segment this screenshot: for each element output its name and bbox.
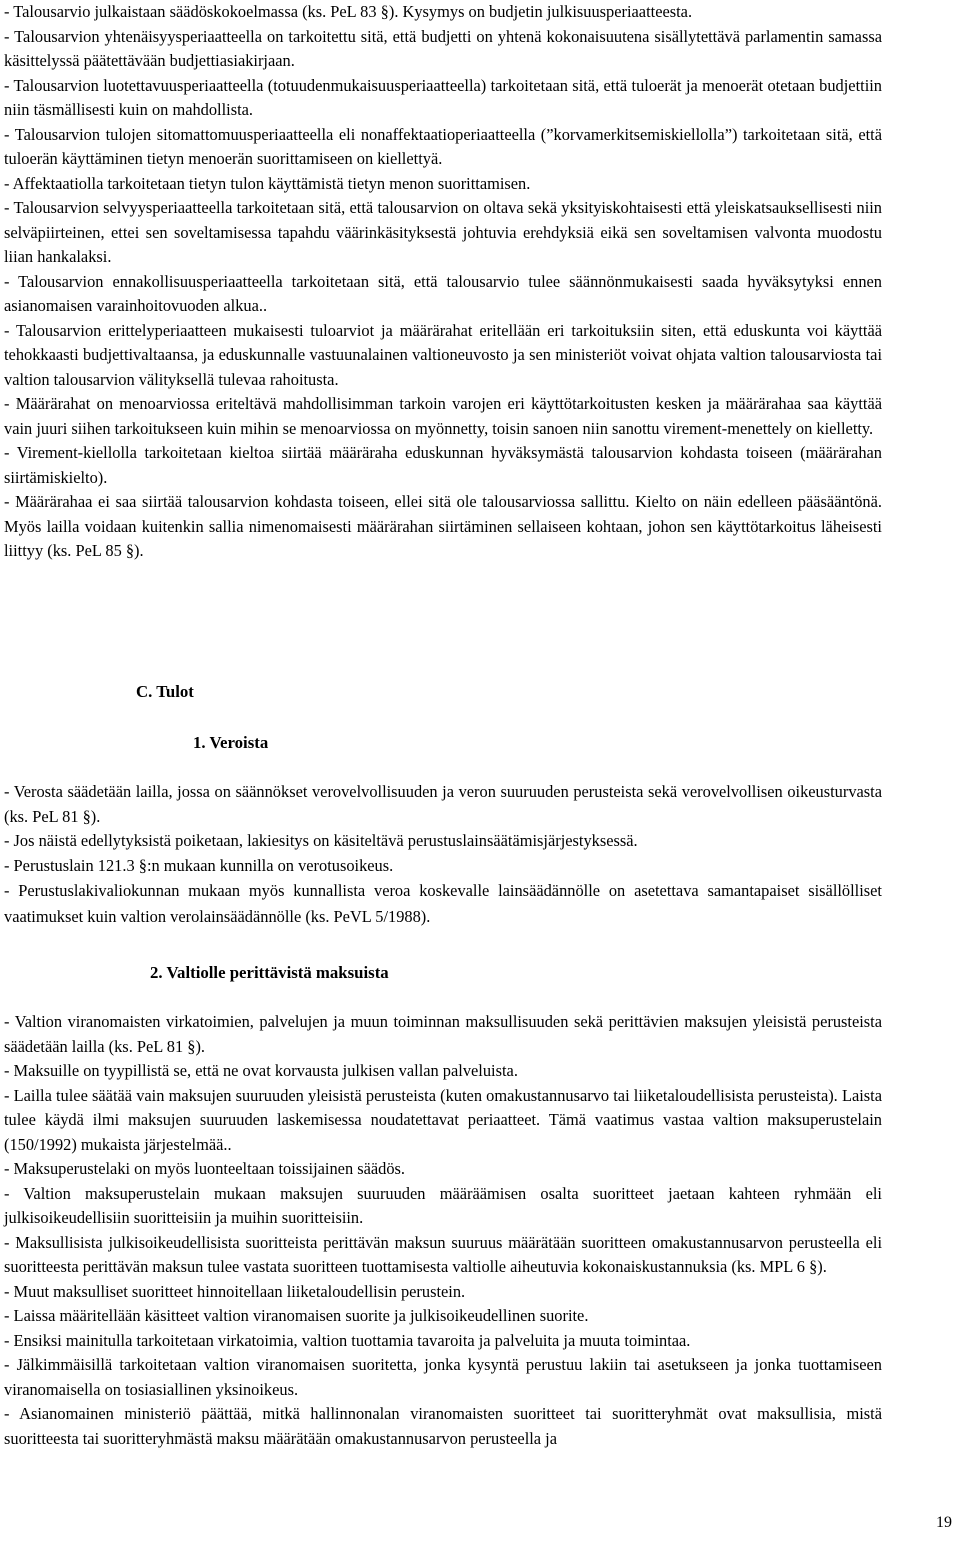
paragraph: - Ensiksi mainitulla tarkoitetaan virkatoimia, valtion tuottamia tavaroita ja palveluita ja muuta toimintaa. — [4, 1330, 691, 1350]
paragraph: - Maksuperustelaki on myös luonteeltaan toissijainen säädös. — [4, 1159, 406, 1178]
paragraph: - Valtion maksuperustelain mukaan maksujen suuruuden määräämisen osalta suoritteet jaetaan kahteen ryhmään eli julkisoikeudellisiin suoritteisiin ja muihin suoritteisiin. — [4, 1183, 882, 1227]
paragraph: - Talousarvion tulojen sitomattomuusperiaatteella eli nonaffektaatioperiaatteella (”korvamerkitsemiskiellolla”) tarkoitetaan sitä, että tuloerän käyttäminen tietyn menoerän suorittamiseen on kiellettyä. — [4, 124, 882, 168]
paragraph: - Talousarvion ennakollisuusperiaatteella tarkoitetaan sitä, että talousarvio tulee säännönmukaisesti saada hyväksytyksi ennen asianomaisen varainhoitovuoden alkua.. — [4, 271, 882, 315]
paragraph: - Maksuille on tyypillistä se, että ne ovat korvausta julkisen vallan palveluista. — [4, 1061, 518, 1080]
paragraph: - Talousarvio julkaistaan säädöskokoelmassa (ks. PeL 83 §). Kysymys on budjetin julkisuusperiaatteesta. — [4, 2, 693, 21]
subsection-2-heading-wrap — [150, 961, 650, 986]
budget-principles-section — [4, 0, 882, 564]
paragraph: - Virement-kiellolla tarkoitetaan kieltoa siirtää määräraha eduskunnan hyväksymästä talousarvion kohdasta toiseen (määrärahan siirtämiskielto). — [4, 443, 882, 487]
paragraph: - Muut maksulliset suoritteet hinnoitellaan liiketaloudellisin perustein. — [4, 1281, 466, 1301]
paragraph: - Talousarvion selvyysperiaatteella tarkoitetaan sitä, että talousarvion on oltava sekä yksityiskohtaisesti että yleiskatsauksellisesti niin selväpiirteinen, ettei sen soveltamisessa tapahdu väärinkäsityksestä johtuvia erehdyksiä eikä sen soveltamisen valvonta muodostu liian hankalaksi. — [4, 198, 882, 266]
subsection-heading: 1. Veroista — [193, 733, 269, 752]
paragraph: - Maksullisista julkisoikeudellisista suoritteista perittävän maksun suuruus määrätään suoritteen omakustannusarvon perusteella eli suoritteesta perittävän maksun tulee vastata suoritteen tuottamisesta valtiolle aiheutuvia kokonaiskustannuksia (ks. MPL 6 §). — [4, 1232, 882, 1276]
paragraph: - Lailla tulee säätää vain maksujen suuruuden yleisistä perusteista (kuten omakustannusarvo tai liiketaloudellisista perusteista). Laista tulee käydä ilmi maksujen suuruuden laskemisessa noudatettavat periaatteet. Tämä vaatimus vastaa valtion maksuperustelain (150/1992) mukaista järjestelmää.. — [4, 1085, 882, 1154]
paragraph: - Talousarvion yhtenäisyysperiaatteella on tarkoitettu sitä, että budjetti on yhtenä kokonaisuutena sisällytettävä parlamentin samassa käsittelyssä päätettävään budjettiasiakirjaan. — [4, 26, 882, 70]
page-number: 19 — [936, 1514, 952, 1531]
paragraph: - Laissa määritellään käsitteet valtion viranomaisen suorite ja julkisoikeudellinen suorite. — [4, 1306, 589, 1325]
paragraph: - Talousarvion erittelyperiaatteen mukaisesti tuloarviot ja määrärahat eritellään eri tarkoituksiin siten, että eduskunta voi käyttää tehokkaasti budjettivaltaansa, ja eduskunnalle vastuunalainen valtioneuvosto ja sen ministeriöt voivat ohjata valtion talousarviosta tai valtion talousarvion välityksellä tulevaa rahoitusta. — [4, 320, 882, 389]
subsection-1-heading-wrap — [193, 731, 593, 756]
paragraph: - Perustuslakivaliokunnan mukaan myös kunnallista veroa koskevalle lainsäädännölle on asetettava samantapaiset sisällölliset vaatimukset kuin valtion verolainsäädännölle (ks. PeVL 5/1988). — [4, 881, 882, 926]
taxes-section — [4, 780, 882, 930]
paragraph: - Jos näistä edellytyksistä poiketaan, lakiesitys on käsiteltävä perustuslainsäätämisjärjestyksessä. — [4, 831, 638, 850]
paragraph: - Valtion viranomaisten virkatoimien, palvelujen ja muun toiminnan maksullisuuden sekä perittävien maksujen yleisistä perusteista säädetään lailla (ks. PeL 81 §). — [4, 1012, 882, 1056]
fees-section — [4, 1010, 882, 1451]
paragraph: - Verosta säädetään lailla, jossa on säännökset verovelvollisuuden ja veron suuruuden perusteista sekä verovelvollisen oikeusturvasta (ks. PeL 81 §). — [4, 782, 882, 826]
paragraph: - Affektaatiolla tarkoitetaan tietyn tulon käyttämistä tietyn menon suorittamisen. — [4, 173, 531, 193]
paragraph: - Määrärahaa ei saa siirtää talousarvion kohdasta toiseen, ellei sitä ole talousarviossa sallittu. Kielto on näin edelleen pääsääntönä. Myös lailla voidaan kuitenkin sallia nimenomaisesti määrärahan siirtäminen sellaiseen kohtaan, johon sen käyttötarkoitus läheisesti liittyy (ks. PeL 85 §). — [4, 492, 882, 560]
paragraph: - Perustuslain 121.3 §:n mukaan kunnilla on verotusoikeus. — [4, 855, 394, 875]
section-c-heading-wrap — [136, 680, 536, 705]
paragraph: - Jälkimmäisillä tarkoitetaan valtion viranomaisen suoritetta, jonka kysyntä perustuu lakiin tai asetukseen ja jonka tuottamiseen viranomaisella on tosiasiallinen yksinoikeus. — [4, 1355, 882, 1399]
subsection-heading: 2. Valtiolle perittävistä maksuista — [150, 963, 389, 982]
paragraph: - Määrärahat on menoarviossa eriteltävä mahdollisimman tarkoin varojen eri käyttötarkoitusten kesken ja määrärahaa saa käyttää vain juuri siihen tarkoitukseen kuin mihin se menoarviossa on myönnetty, toisin sanoen niin sanottu virement-menettely on kielletty. — [4, 394, 882, 438]
section-heading: C. Tulot — [136, 682, 194, 701]
paragraph: - Asianomainen ministeriö päättää, mitkä hallinnonalan viranomaisten suoritteet tai suoritteryhmät ovat maksullisia, mistä suoritteesta tai suoritteryhmästä maksu määrätään omakustannusarvon perusteella ja — [4, 1404, 882, 1448]
paragraph: - Talousarvion luotettavuusperiaatteella (totuudenmukaisuusperiaatteella) tarkoitetaan sitä, että tuloerät ja menoerät otetaan budjettiin niin täsmällisesti kuin on mahdollista. — [4, 75, 882, 119]
